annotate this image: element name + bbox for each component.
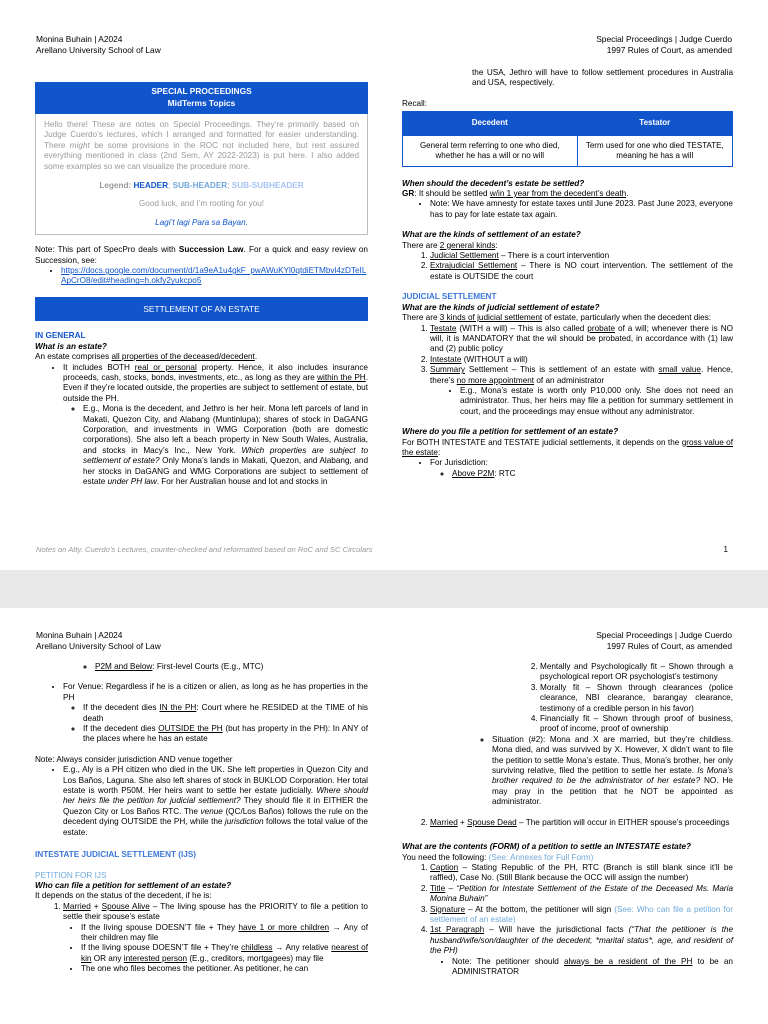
jk3-u3: no more appointment	[456, 375, 535, 385]
venue-a1: If the decedent dies	[83, 703, 160, 713]
contents-list	[402, 863, 733, 977]
petition-header: PETITION FOR IJS	[35, 870, 107, 880]
jurisdiction-label: For Jurisdiction:	[430, 458, 488, 468]
venue-in-ph	[83, 703, 368, 724]
banner-subtitle: MidTerms Topics	[167, 97, 236, 108]
intro-text-2: be some provisions in the ROC not included here, but rest assured everything mentioned in class (2nd Sem, AY 2022-2023) is put here. I also added some examples so we can visualize the procedure more.	[44, 140, 360, 171]
w1: – The living spouse has the PRIORITY to file a petition to settle their spouse’s estate	[63, 901, 368, 922]
c4-note-2: to be an ADMINISTRATOR	[452, 956, 733, 976]
aly-i2: venue	[200, 806, 223, 816]
jurisdiction-sublist	[430, 469, 733, 479]
c2-1: –	[445, 883, 457, 893]
col-header-testator: Testator	[577, 112, 732, 135]
b1-u2: within the PH	[317, 372, 366, 382]
subject-line: Special Proceedings | Judge Cuerdo	[596, 34, 732, 44]
ex-i: Which properties are subject to settlement of estate?	[83, 445, 368, 466]
kind-extrajudicial	[430, 261, 733, 282]
who-childless	[81, 943, 368, 964]
c2-i: “Petition for Intestate Settlement of the Estate of the Deceased Ms. Maria Monina Buhain”	[430, 883, 733, 904]
jk1-u: Testate	[430, 323, 457, 333]
above-2m	[452, 469, 733, 479]
kind-intestate	[430, 355, 733, 365]
w2-plus: +	[457, 817, 468, 827]
c3-u: Signature	[430, 904, 466, 914]
title-banner	[35, 82, 368, 114]
intro-box	[35, 114, 368, 235]
jurisdiction-list	[402, 458, 733, 479]
contents-1: You need the following:	[402, 852, 489, 862]
w1a-u: have 1 or more children	[238, 922, 330, 932]
kind2-u: Extrajudicial Settlement	[430, 261, 518, 271]
intro-text-1: Hello there! These are notes on Special Proceedings. They’re primarily based on Judge Cuerdo’s lectures, which I arranged and formatted for easier understanding. There	[44, 120, 359, 150]
sit-1: Situation (#2): Mona and X are married, but they’re childless. Mona died, and was survived by X. However, X didn’t want to file the petition to settle Mona’s estate. Thus, Mona’s brother, her only surviving relative, filed the petition to settle her estate.	[492, 734, 733, 776]
venue-item	[63, 682, 368, 744]
kind2: – There is NO court intervention. The settlement of the estate is OUTSIDE the court	[430, 261, 733, 281]
jk2: (WITHOUT a will)	[461, 354, 528, 364]
gr-1: : It should be settled	[414, 189, 490, 199]
judicial-header: JUDICIAL SETTLEMENT	[402, 292, 497, 302]
question-judicial: What are the kinds of judicial settlement of estate?	[402, 302, 600, 312]
w1a-1: If the living spouse DOESN’T file + They	[81, 922, 239, 932]
c4-note	[452, 957, 733, 978]
sit-i: Is Mona’s brother required to be the administrator of her estate?	[492, 766, 733, 786]
w2-u2: Spouse Dead	[467, 817, 517, 827]
c4-note-u: always be a resident of the PH	[564, 956, 693, 966]
summary-example-list	[430, 386, 733, 417]
w1-plus: +	[90, 901, 102, 911]
p2m: : First-level Courts (E.g., MTC)	[152, 662, 264, 671]
intro-text-might: might	[69, 140, 90, 150]
col-header-decedent: Decedent	[403, 112, 578, 135]
gr-2: .	[626, 189, 629, 199]
above: : RTC	[494, 468, 516, 478]
content-title	[430, 884, 733, 905]
jk-2: of estate, particularly when the decedent dies:	[542, 313, 712, 323]
venue-text: For Venue: Regardless if he is a citizen or alien, as long as he has properties in the PH	[63, 682, 368, 702]
right-column	[402, 662, 733, 977]
intro-text	[44, 120, 359, 172]
jk3-u2: small value	[658, 365, 701, 375]
jk3-u: Summary	[430, 365, 466, 375]
requirements-list	[402, 662, 733, 735]
w1b-4: (E.g., creditors, mortgagees) may file	[187, 953, 324, 963]
aly-1: E.g., Aly is a PH citizen who died in the UK. She left properties in Quezon City and Los Baños, Laguna. She also left shares of stock in BUKLOD Corporation. Her total estate is worth P50M. Her heirs want to settle her estate judicially.	[63, 765, 368, 796]
succession-link[interactable]: https://docs.google.com/document/d/1a9eA1u4gkF_pwAWuKYl0qtdiETMbvl4zDTeILApCrO8/edit#heading=h.okfy2yukcpo5	[61, 266, 367, 286]
gr-label: GR	[402, 189, 415, 199]
jk-1: There are	[402, 313, 440, 323]
page-number: 1	[723, 545, 728, 554]
venue-a-u: IN the PH	[159, 703, 197, 713]
estate-bullet-1	[63, 363, 368, 488]
req-moral: 3. Morally fit – Shown through clearances (police clearance, NBI clearance, barangay clearance, testimony of a credible person in his favor)	[540, 683, 733, 714]
jk2-u: Intestate	[430, 354, 462, 364]
recall-table-header-row	[403, 112, 733, 135]
contents-intro	[402, 853, 733, 863]
legend-sep-2: ;	[227, 181, 232, 191]
rules-line: 1997 Rules of Court, as amended	[606, 641, 732, 651]
w1b-2: → Any relative	[272, 943, 332, 953]
aly-2: They should file it in EITHER the Quezon City or Los Baños RTC. The	[63, 796, 368, 816]
legend-header: HEADER	[133, 181, 169, 191]
page-header-left	[36, 34, 161, 56]
general-rule	[402, 189, 733, 199]
jurisdiction-item	[430, 458, 733, 479]
content-signature	[430, 905, 733, 926]
continued-text: the USA, Jethro will have to follow settlement procedures in Australia and USA, respectively.	[472, 68, 733, 88]
jk1-u2: probate	[587, 323, 616, 333]
recall-label: Recall:	[402, 98, 428, 108]
cell-decedent: General term referring to one who died, whether he has a will or no will	[403, 135, 578, 166]
estate-definition	[35, 352, 368, 362]
who-married-dead	[430, 818, 733, 828]
c4-note-1: Note: The petitioner should	[452, 956, 565, 966]
ex-1: E.g., Mona is the decedent, and Jethro is her heir. Mona left parcels of land in Makati, Quezon City, and Alabang (Muntinlupa); shares of stock in DaGANG Corporation, and investments in WMG Corporation (both are domestic corporations). She also left a beach property in New South Wales, Australia, and stocks in Macy’s Inc., New York.	[83, 404, 368, 455]
aly-i3: jurisdiction	[224, 817, 264, 827]
estate-def-2: .	[254, 352, 258, 362]
venue-list	[35, 682, 368, 744]
question-who: Who can file a petition for settlement of an estate?	[35, 880, 232, 890]
b1-1: It includes BOTH	[63, 362, 135, 372]
kind-testate	[430, 324, 733, 355]
cell-testator: Term used for one who died TESTATE, meaning he has a will	[577, 135, 732, 166]
gr-u: w/in 1 year from the decedent’s death	[489, 189, 627, 199]
rules-line: 1997 Rules of Court, as amended	[606, 45, 732, 55]
c4-u: 1st Paragraph	[430, 925, 485, 935]
goodluck-line: Good luck, and I’m rooting for you!	[138, 199, 265, 209]
right-column	[402, 68, 733, 479]
question-estate: What is an estate?	[35, 341, 107, 351]
kinds-intro	[402, 241, 733, 251]
jk3-2: . Hence, there’s	[430, 365, 733, 385]
who-intro: It depends on the status of the decedent, if he is:	[35, 891, 212, 901]
legend-sep-1: ;	[168, 181, 173, 191]
content-first-paragraph	[430, 925, 733, 977]
where-u: gross value of the estate	[402, 437, 733, 457]
school-line: Arellano University School of Law	[36, 641, 161, 651]
legend-label: Legend:	[99, 181, 134, 191]
note-link-item	[61, 266, 368, 287]
situation-list	[402, 735, 733, 808]
venue-sublist	[63, 703, 368, 745]
w1a-2: → Any of their children may file	[81, 922, 368, 942]
sit-2: NO. He may pray in the petition that he NOT be appointed as administrator.	[492, 776, 733, 807]
jk3: Settlement – This is settlement of an estate with	[465, 365, 659, 375]
school-line: Arellano University School of Law	[36, 45, 161, 55]
req-mental: 2. Mentally and Psychologically fit – Shown through a psychological report OR psychologist’s testimony	[540, 662, 733, 683]
gr-note-list	[402, 199, 733, 220]
venue-b1: If the decedent dies	[83, 724, 159, 734]
estate-example	[83, 404, 368, 487]
note-text-1: Note: This part of SpecPro deals with	[35, 245, 179, 255]
legend-line	[44, 181, 359, 191]
question-contents: What are the contents (FORM) of a petition to settle an INTESTATE estate?	[402, 842, 692, 852]
banner-title: SPECIAL PROCEEDINGS	[151, 86, 252, 96]
legend-subsubheader: SUB-SUBHEADER	[231, 181, 304, 191]
req-financial: 4. Financially fit – Shown through proof of business, proof of income, proof of ownership	[540, 714, 733, 735]
estate-def-1: An estate comprises	[35, 352, 112, 362]
note-text-2: . For a quick and easy review on Succession, see:	[35, 245, 368, 265]
b1-u1: real or personal	[134, 362, 197, 372]
b1-2: property. Hence, it also includes insurance proceeds, cash, stocks, bonds, investments, etc., as long as they are	[63, 362, 368, 382]
c3: – At the bottom, the petitioner will sign	[465, 904, 615, 914]
where-2: :	[437, 447, 441, 457]
p2m-item	[95, 662, 368, 672]
page-header-right	[596, 630, 732, 652]
c4-i: (“That the petitioner is the husband/wife/son/daughter of the decedent, *marital status*, age, and resident of the PH)	[430, 925, 734, 956]
document-page-2	[0, 608, 768, 1024]
kind-summary	[430, 365, 733, 417]
aly-i: Where should her heirs file the petition for judicial settlement?	[63, 786, 368, 806]
venue-outside-ph	[83, 724, 368, 745]
situation-2	[492, 735, 733, 808]
venue-b2: (but has property in the PH): In ANY of the places where he has an estate	[83, 724, 368, 744]
subject-line: Special Proceedings | Judge Cuerdo	[596, 630, 732, 640]
ijs-header: INTESTATE JUDICIAL SETTLEMENT (IJS)	[35, 850, 197, 860]
where-intro	[402, 438, 733, 459]
who-list	[35, 902, 368, 975]
c1-u: Caption	[430, 862, 459, 872]
note-bold: Succession Law	[178, 245, 244, 255]
contents-see: (See: Annexes for Full Form)	[488, 852, 594, 862]
settlement-banner: SETTLEMENT OF AN ESTATE	[35, 297, 368, 321]
w2: – The partition will occur in EITHER spouse’s proceedings	[516, 817, 730, 827]
w1b-u: childless	[241, 943, 273, 953]
left-column	[35, 82, 368, 487]
who-sublist	[63, 923, 368, 975]
who-has-children	[81, 923, 368, 944]
w1b-1: If the living spouse DOESN’T file + They’re	[81, 943, 242, 953]
in-general-header: IN GENERAL	[35, 331, 86, 341]
page-header-left	[36, 630, 161, 652]
gr-note: • Note: We have amnesty for estate taxes until June 2023. Past June 2023, everyone has to pay for late estate tax again.	[430, 199, 733, 220]
c4: – Will have the jurisdictional facts	[484, 925, 629, 935]
kinds-list	[402, 251, 733, 282]
w2-u1: Married	[430, 817, 458, 827]
page-footer: Notes on Atty. Cuerdo’s Lectures, counter-checked and reformatted based on RoC and SC Circulars	[36, 545, 373, 554]
who-petitioner: • The one who files becomes the petitioner. As petitioner, he can	[81, 964, 368, 974]
left-column	[35, 662, 368, 975]
who-list-continued	[402, 818, 733, 828]
aly-4: follows the total value of the estate.	[63, 817, 368, 837]
ex-2: Only Mona’s lands in Makati, Quezon, and Alabang, and her stocks in DaGANG and WMG Corporations are subject to settlement of estate	[83, 456, 368, 486]
recall-table	[402, 111, 733, 166]
w1-u1: Married	[63, 901, 91, 911]
estate-def-u: all properties of the deceased/decedent	[111, 352, 255, 362]
who-married-alive	[63, 902, 368, 975]
question-when: When should the decedent’s estate be settled?	[402, 178, 585, 188]
content-caption	[430, 863, 733, 884]
jk1-2: of a will; whenever there is NO will, it is MANDATORY that the wil should be probated, in accordance with (1) law and (2) public policy	[430, 323, 733, 354]
summary-example: • E.g., Mona’s estate is worth only P10,000 only. She does not need an administrator. Thus, her heirs may file a petition for summary settlement in court, and the proceedings may ensue without any administrator.	[460, 386, 733, 417]
c4-note-list	[430, 957, 733, 978]
succession-note	[35, 245, 368, 266]
estate-example-list	[63, 404, 368, 487]
c1: – Stating Republic of the PH, RTC (Branch is still blank since it’ll be raffled), Case No. (Still Blank because the OCC will assign the number)	[430, 862, 733, 883]
jk-u: 3 kinds of judicial settlement	[439, 313, 543, 323]
c3-see: (See: Who can file a petition for settlement of an estate)	[430, 904, 733, 924]
page-header-right	[596, 34, 732, 56]
jk3-3: of an administrator	[534, 375, 605, 385]
author-line: Monina Buhain | A2024	[36, 34, 123, 44]
ex-3: . For her Australian house and lot and stocks in	[156, 476, 328, 486]
judicial-intro	[402, 313, 733, 323]
question-where: Where do you file a petition for settlement of an estate?	[402, 427, 619, 437]
above-u: Above P2M	[452, 468, 495, 478]
kinds-u: 2 general kinds	[439, 240, 496, 250]
aly-3: (QC/Los Baños) follows the rule on the decedent dying OUTSIDE the PH, while the	[63, 806, 368, 827]
ex-i2: under PH law	[107, 476, 157, 486]
judicial-kinds-list	[402, 324, 733, 418]
kind-judicial	[430, 251, 733, 261]
venue-a2: : Court where he RESIDED at the TIME of his death	[83, 703, 368, 723]
w1-u2: Spouse Alive	[101, 901, 150, 911]
motto-line: Lagi’t lagi Para sa Bayan.	[155, 217, 248, 227]
kinds-1: There are	[402, 240, 440, 250]
venue-b-u: OUTSIDE the PH	[158, 724, 223, 734]
question-kinds: What are the kinds of settlement of an estate?	[402, 230, 581, 240]
c2-u: Title	[430, 883, 446, 893]
author-line: Monina Buhain | A2024	[36, 630, 123, 640]
w1b-u2: nearest of kin	[81, 943, 368, 963]
w1b-u3: interested person	[123, 953, 188, 963]
kind1-u: Judicial Settlement	[430, 251, 499, 261]
jk1: (WITH a will) – This is also called	[456, 323, 588, 333]
aly-example	[63, 765, 368, 838]
kinds-2: :	[495, 240, 498, 250]
w1b-3: OR any	[91, 953, 124, 963]
note-link-list	[35, 266, 368, 287]
aly-example-list	[35, 765, 368, 838]
p2m-list	[35, 662, 368, 672]
where-1: For BOTH INTESTATE and TESTATE judicial settlements, it depends on the	[402, 437, 682, 447]
jurisdiction-venue-note: Note: Always consider jurisdiction AND venue together	[35, 754, 233, 764]
p2m-u: P2M and Below	[95, 662, 153, 671]
b1-3: . Even if they’re located outside, the properties are subject to settlement of estate, but outside the PH.	[63, 372, 368, 403]
estate-bullets	[35, 363, 368, 488]
kind1: – There is a court intervention	[498, 251, 610, 261]
legend-subheader: SUB-HEADER	[172, 181, 228, 191]
recall-table-row	[403, 135, 733, 166]
